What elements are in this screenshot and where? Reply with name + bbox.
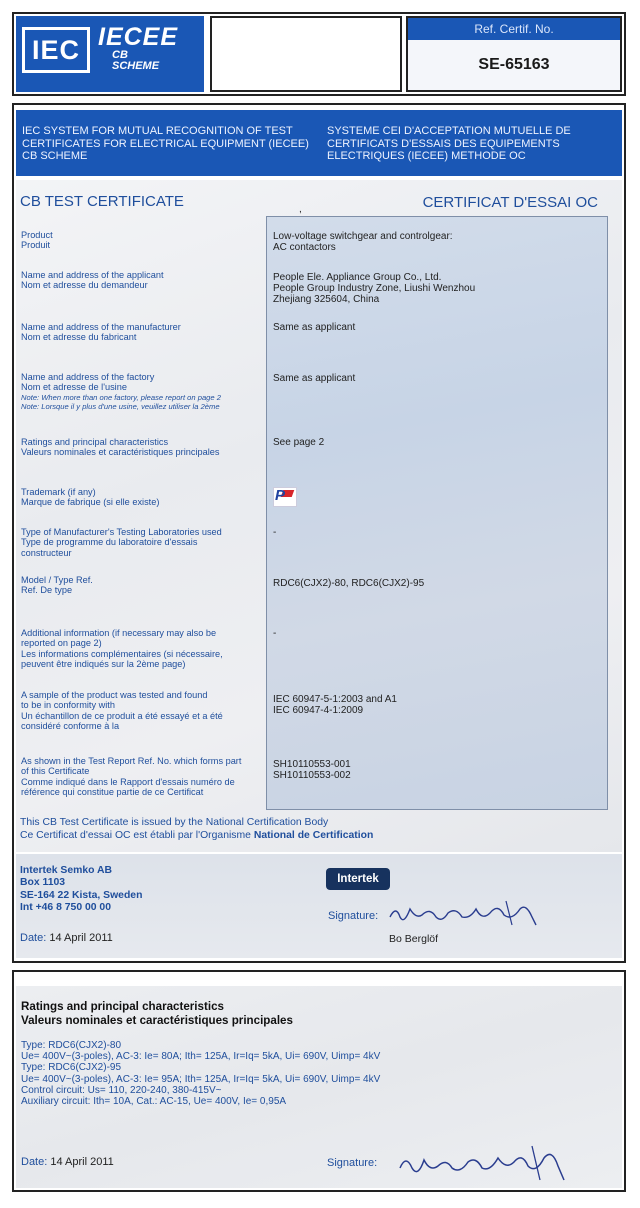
applicant-label-fr: Nom et adresse du demandeur	[21, 280, 148, 291]
manufacturer-label-fr: Nom et adresse du fabricant	[21, 332, 137, 343]
model-label-fr: Ref. De type	[21, 585, 73, 596]
issue-date	[20, 932, 113, 944]
additional-value: -	[273, 628, 277, 639]
sample-label-line: A sample of the product was tested and found	[21, 690, 208, 700]
factory-note-en: Note: When more than one factory, please report on page 2	[21, 392, 221, 402]
sample-label-line: considéré conforme à la	[21, 721, 120, 732]
additional-label-line: Additional information (if necessary may also be	[21, 628, 217, 638]
report-number: SH10110553-001	[273, 759, 351, 770]
factory-note-fr: Note: Lorsque il y plus d'une usine, veuillez utiliser la 2ème	[21, 401, 220, 411]
applicant-value	[273, 272, 603, 306]
rating-line: Auxiliary circuit: Ith= 10A, Cat.: AC-15, Ue= 400V, Ie= 0,95A	[21, 1096, 287, 1108]
system-title-en: IEC SYSTEM FOR MUTUAL RECOGNITION OF TEST CERTIFICATES FOR ELECTRICAL EQUIPMENT (IECEE) CB SCHEME	[22, 125, 309, 162]
trademark-logo	[273, 487, 297, 507]
ratings-value: See page 2	[273, 437, 325, 448]
additional-label-line: peuvent être indiqués sur la 2ème page)	[21, 659, 186, 670]
ratings-label-fr: Valeurs nominales et caractéristiques principales	[21, 447, 220, 458]
model-label-en: Model / Type Ref.	[21, 575, 93, 585]
page2-signature-label: Signature:	[327, 1157, 378, 1169]
intertek-logo: Intertek	[326, 868, 390, 890]
model-value: RDC6(CJX2)-80, RDC6(CJX2)-95	[273, 578, 425, 589]
system-banner	[16, 110, 622, 176]
factory-label	[21, 372, 266, 411]
applicant-value-line: People Ele. Appliance Group Co., Ltd.	[273, 272, 442, 283]
product-value-line: Low-voltage switchgear and controlgear:	[273, 231, 453, 242]
report-label	[21, 756, 266, 798]
issued-statement	[20, 817, 373, 842]
page2-title-fr: Valeurs nominales et caractéristiques principales	[21, 1014, 293, 1027]
blank-header-box	[210, 16, 402, 92]
report-number: SH10110553-002	[273, 770, 351, 782]
ratings-label	[21, 437, 266, 458]
report-value	[273, 759, 603, 781]
certification-body-address	[20, 865, 142, 914]
ratings-label-en: Ratings and principal characteristics	[21, 437, 169, 447]
standard-line: IEC 60947-5-1:2003 and A1	[273, 694, 397, 705]
signature-label: Signature:	[328, 910, 379, 922]
product-label-en: Product	[21, 230, 53, 240]
signer-name: Bo Berglöf	[389, 933, 439, 945]
manufacturer-label-en: Name and address of the manufacturer	[21, 322, 181, 332]
report-label-line: Comme indiqué dans le Rapport d'essais numéro de	[21, 776, 235, 787]
lab-label-fr: constructeur	[21, 547, 72, 558]
product-label	[21, 230, 266, 251]
sample-value	[273, 694, 603, 716]
handwritten-signature	[386, 895, 546, 929]
date-label: Date:	[20, 932, 47, 944]
iecee-logo-scheme: SCHEME	[112, 60, 160, 72]
body-city: SE-164 22 Kista, Sweden	[20, 889, 143, 901]
ratings-list	[21, 1040, 380, 1107]
product-value-line: AC contactors	[273, 242, 336, 254]
trademark-label-fr: Marque de fabrique (si elle existe)	[21, 497, 160, 508]
sample-label-line: Un échantillon de ce produit a été essayé et a été	[21, 710, 223, 721]
product-value	[273, 231, 603, 253]
rating-line: Ue= 400V~(3-poles), AC-3: Ie= 80A; Ith= 125A, Ir=Iq= 5kA, Ui= 690V, Uimp= 4kV	[21, 1051, 381, 1063]
date-value: 14 April 2011	[50, 1156, 114, 1168]
standard-line: IEC 60947-4-1:2009	[273, 705, 364, 717]
sample-label	[21, 690, 266, 732]
product-label-fr: Produit	[21, 240, 51, 251]
applicant-value-line: Zhejiang 325604, China	[273, 294, 380, 306]
rating-line: Type: RDC6(CJX2)-80	[21, 1040, 122, 1051]
report-label-line: référence qui constitue partie de ce Certificat	[21, 787, 204, 798]
factory-value: Same as applicant	[273, 373, 356, 384]
issued-statement-en: This CB Test Certificate is issued by the National Certification Body	[20, 817, 329, 828]
date-label: Date:	[21, 1156, 48, 1168]
model-label	[21, 575, 266, 596]
applicant-label-en: Name and address of the applicant	[21, 270, 164, 280]
rating-line: Type: RDC6(CJX2)-95	[21, 1062, 122, 1074]
page2-title-en: Ratings and principal characteristics	[21, 1000, 224, 1013]
issued-fr-text: Ce Certificat d'essai OC est établi par l'Organisme	[20, 829, 254, 841]
iec-logo: IEC	[22, 27, 90, 73]
applicant-value-line: People Group Industry Zone, Liushi Wenzhou	[273, 283, 476, 295]
lab-value: -	[273, 527, 277, 538]
body-box: Box 1103	[20, 877, 66, 889]
trademark-label-en: Trademark (if any)	[21, 487, 96, 497]
body-name: Intertek Semko AB	[20, 865, 113, 876]
factory-label-fr: Nom et adresse de l'usine	[21, 382, 127, 393]
ref-certificate-label: Ref. Certif. No.	[408, 18, 620, 40]
additional-label-line: reported on page 2)	[21, 638, 102, 649]
factory-label-en: Name and address of the factory	[21, 372, 155, 382]
iecee-logo-cb: CB	[112, 49, 128, 61]
applicant-label	[21, 270, 266, 291]
tick-mark: ,	[299, 204, 302, 215]
rating-line: Control circuit: Us= 110, 220-240, 380-415V~	[21, 1084, 222, 1096]
lab-label	[21, 527, 266, 558]
lab-label-en: Type of Manufacturer's Testing Laboratories used	[21, 527, 222, 537]
issued-fr-bold: National de Certification	[253, 829, 374, 841]
trademark-logo-letter: P	[275, 487, 286, 504]
report-label-line: of this Certificate	[21, 766, 90, 777]
manufacturer-label	[21, 322, 266, 343]
additional-label-line: Les informations complémentaires (si nécessaire,	[21, 648, 223, 659]
lab-label-fr: Type de programme du laboratoire d'essais	[21, 537, 198, 548]
manufacturer-value: Same as applicant	[273, 322, 356, 333]
additional-label	[21, 628, 266, 670]
iecee-logo-text: IECEE	[98, 23, 179, 51]
rating-line: Ue= 400V~(3-poles), AC-3: Ie= 95A; Ith= 125A, Ir=Iq= 5kA, Ui= 690V, Uimp= 4kV	[21, 1073, 381, 1085]
report-label-line: As shown in the Test Report Ref. No. which forms part	[21, 756, 242, 766]
ref-certificate-box	[406, 16, 622, 92]
certificate-title-fr: CERTIFICAT D'ESSAI OC	[422, 194, 598, 211]
sample-label-line: to be in conformity with	[21, 700, 115, 711]
issued-statement-fr	[20, 830, 373, 843]
ref-certificate-number: SE-65163	[478, 56, 550, 73]
system-title-fr: SYSTEME CEI D'ACCEPTATION MUTUELLE DE CERTIFICATS D'ESSAIS DES EQUIPEMENTS ELECTRIQUES (IECEE) METHODE OC	[327, 125, 571, 162]
page2-handwritten-signature	[394, 1140, 574, 1184]
body-phone: Int +46 8 750 00 00	[20, 901, 111, 913]
date-value: 14 April 2011	[49, 932, 113, 944]
trademark-label	[21, 487, 266, 508]
iecee-logo	[98, 24, 178, 72]
certificate-title-en: CB TEST CERTIFICATE	[20, 193, 184, 210]
page2-date	[21, 1156, 114, 1168]
